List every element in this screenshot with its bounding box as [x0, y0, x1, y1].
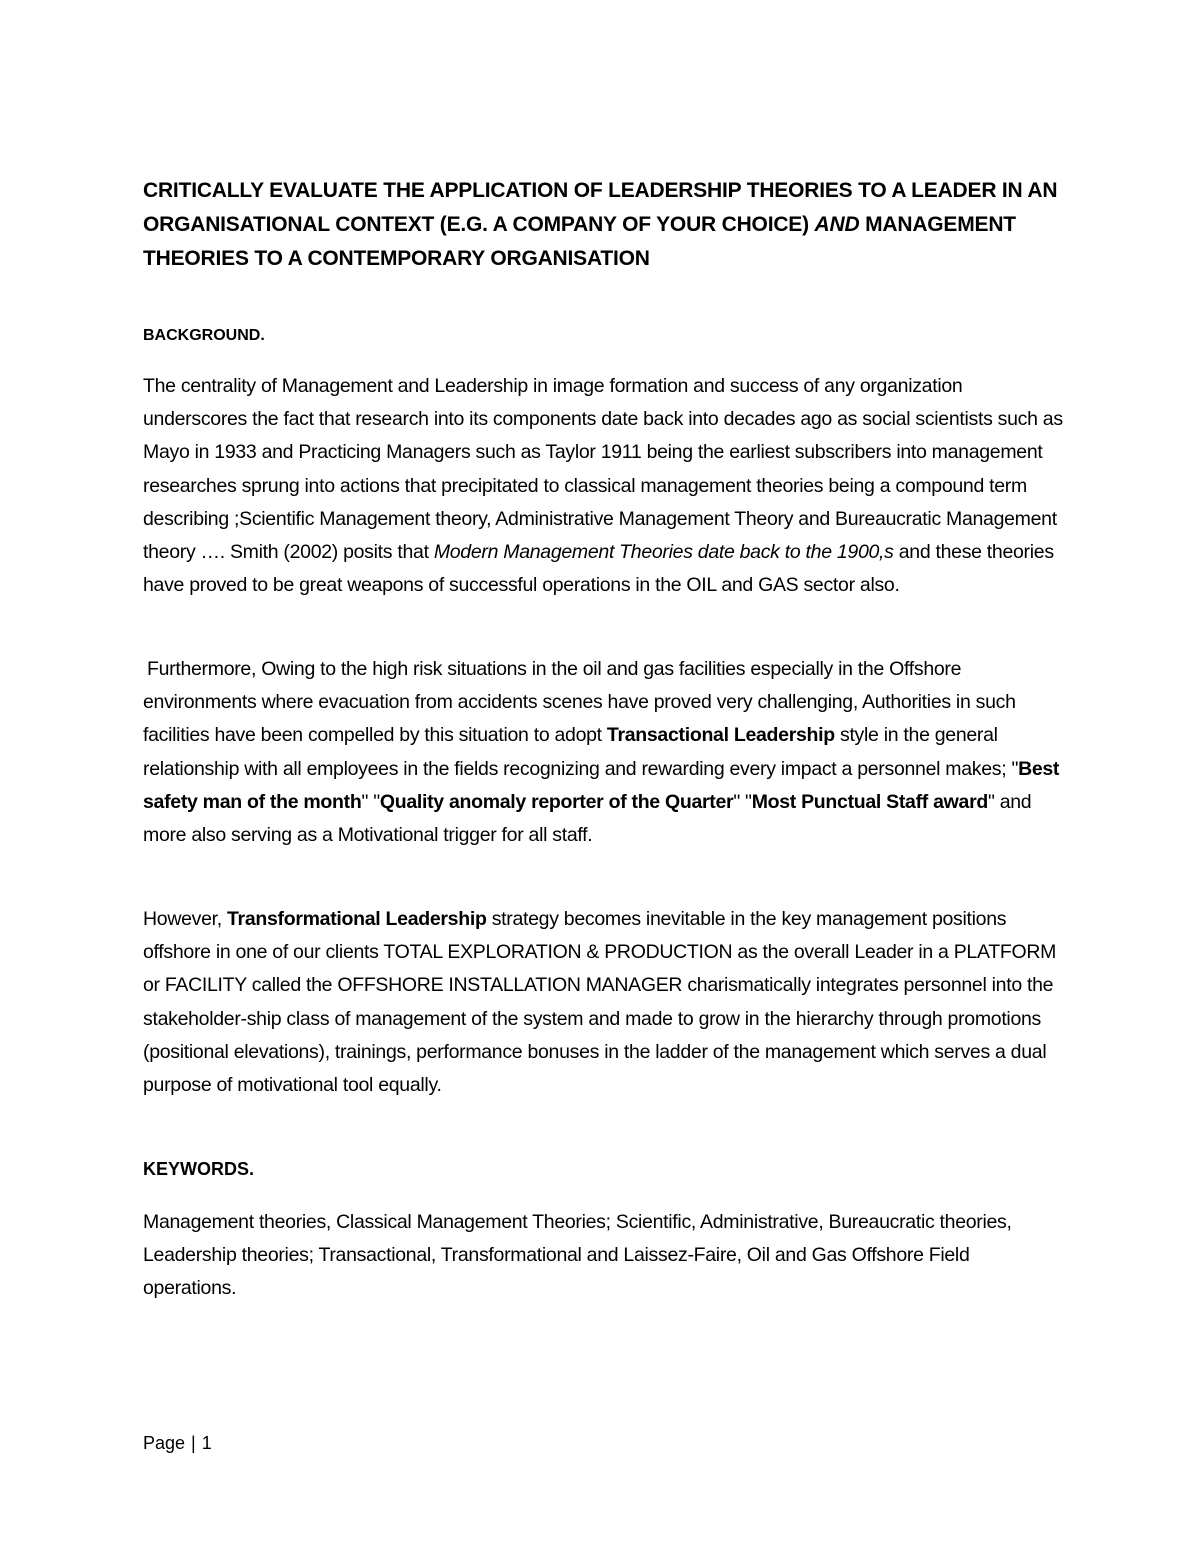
- p1-text-a: The centrality of Management and Leadership in image formation and success of any organization underscores the fact that research into its components date back into decades ago as social scientists such as Mayo in 1933 and Practicing Managers such as Taylor 1911 being the earliest subscribers into management researches sprung into actions that precipitated to classical management theories being a compound term describing ;Scientific Management theory, Administrative Management Theory and Bureaucratic Management theory …. Smith (2002) posits that: [143, 375, 1063, 564]
- p2-text-e: " and more also serving as a Motivational trigger for all staff.: [143, 790, 1032, 847]
- p1-text-b: and these theories have proved to be great weapons of successful operations in the OIL and GAS sector also.: [143, 541, 1054, 597]
- p2-text-b: style in the general relationship with all employees in the fields recognizing and rewarding every impact a personnel makes; ": [143, 724, 1019, 780]
- p2-bold-punctual-award: Most Punctual Staff award: [751, 790, 988, 813]
- title-part-3: MANAGEMENT THEORIES TO A CONTEMPORARY ORGANISATION: [143, 213, 1016, 270]
- p2-bold-quality-award: Quality anomaly reporter of the Quarter: [379, 790, 734, 813]
- p2-text-c: " ": [361, 790, 380, 813]
- title-part-1: CRITICALLY EVALUATE THE APPLICATION OF LEADERSHIP THEORIES TO A LEADER IN AN ORGANISATIONAL CONTEXT (E.G. A COMPANY OF YOUR CHOICE): [143, 179, 1058, 236]
- footer-separator: |: [191, 1433, 196, 1453]
- p2-bold-safety-award: Best safety man of the month: [143, 757, 1060, 813]
- p2-text-a: Furthermore, Owing to the high risk situations in the oil and gas facilities especially in the Offshore environments where evacuation from accidents scenes have proved very challenging, Authorities in such facilities have been compelled by this situation to adopt: [143, 658, 1016, 747]
- background-paragraph-1: [143, 370, 1063, 602]
- p3-text-a: However,: [143, 908, 222, 930]
- background-heading: BACKGROUND.: [143, 327, 265, 344]
- footer-page-number: 1: [201, 1433, 212, 1453]
- p3-text-b: strategy becomes inevitable in the key management positions offshore in one of our clients TOTAL EXPLORATION & PRODUCTION as the overall Leader in a PLATFORM or FACILITY called the OFFSHORE INSTALLATION MANAGER charismatically integrates personnel into the stakeholder-ship class of management of the system and made to grow in the hierarchy through promotions (positional elevations), trainings, performance bonuses in the ladder of the management which serves a dual purpose of motivational tool equally.: [143, 908, 1057, 1097]
- background-paragraph-3: [143, 903, 1063, 1102]
- page-footer: [143, 1433, 212, 1454]
- p3-bold-transformational: Transformational Leadership: [227, 908, 487, 930]
- title-part-2-italic: AND: [814, 213, 860, 236]
- keywords-heading: KEYWORDS.: [143, 1159, 255, 1179]
- background-paragraph-2: [143, 653, 1063, 852]
- document-title: [143, 174, 1073, 276]
- p1-italic-quote: Modern Management Theories date back to the 1900,s: [433, 541, 894, 564]
- p2-bold-transactional: Transactional Leadership: [606, 724, 835, 747]
- keywords-text: Management theories, Classical Management Theories; Scientific, Administrative, Bureaucratic theories, Leadership theories; Transactional, Transformational and Laissez-Faire, Oil and Gas Offshore Field operations.: [143, 1211, 1012, 1300]
- footer-page-label: Page: [143, 1433, 186, 1453]
- p2-text-d: " ": [733, 790, 752, 813]
